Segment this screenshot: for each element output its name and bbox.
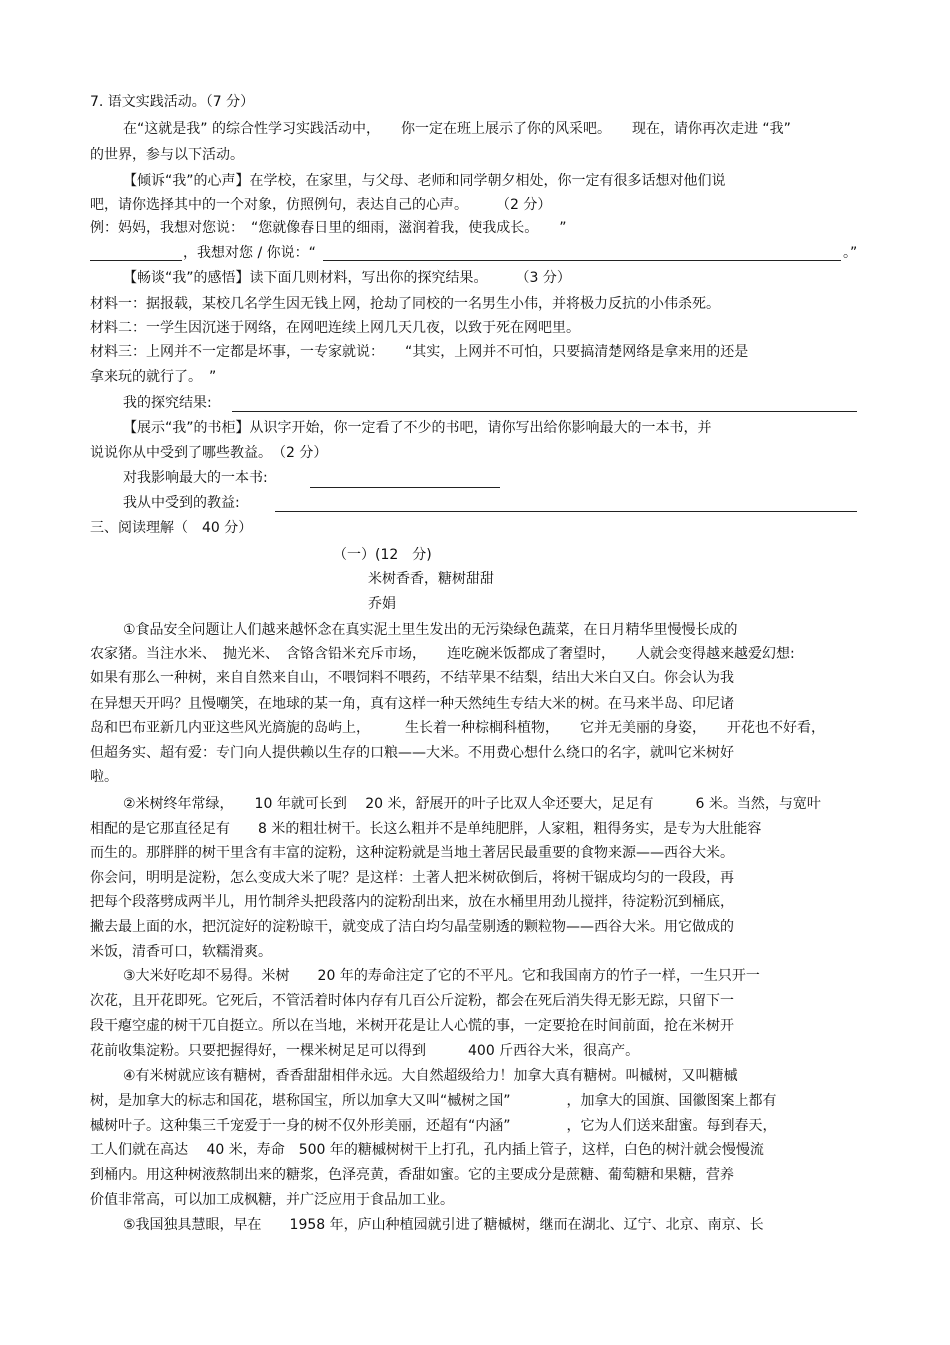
example-sentence: 例：妈妈，我想对您说： “您就像春日里的细雨，滋润着我，使我成长。 ” [90, 220, 567, 236]
passage-line: 撇去最上面的水，把沉淀好的淀粉晾干，就变成了洁白均匀晶莹剔透的颗粒物——西谷大米。用它做成的 [90, 919, 734, 935]
passage-line: ⑤我国独具慧眼，早在 1958 年，庐山种植园就引进了糖槭树，继而在湖北、辽宁、北京、南京、长 [123, 1217, 764, 1233]
passage-line: 段干瘪空虚的树干兀自挺立。所以在当地，米树开花是让人心慌的事，一定要抢在时间前面，抢在米树开 [90, 1018, 734, 1034]
passage-author: 乔娟 [368, 596, 396, 612]
passage-line: 到桶内。用这种树液熬制出来的糖浆，色泽亮黄，香甜如蜜。它的主要成分是蔗糖、葡萄糖和果糖，营养 [90, 1167, 734, 1183]
fill-in-prompt: ，我想对您 / 你说：“ [183, 245, 316, 261]
intro-line-1: 在“这就是我” 的综合性学习实践活动中， 你一定在班上展示了你的风采吧。 现在，请你再次走进 “我” [123, 121, 791, 137]
addressee-blank[interactable] [90, 260, 182, 261]
passage-line: 花前收集淀粉。只要把握得好，一棵米树足足可以得到 400 斤西谷大米，很高产。 [90, 1043, 640, 1059]
material-1: 材料一：据报载，某校几名学生因无钱上网，抢劫了同校的一名男生小伟，并将极力反抗的小伟杀死。 [90, 296, 720, 312]
passage-line: 工人们就在高达 40 米，寿命 500 年的糖槭树树干上打孔，孔内插上管子，这样，白色的树汁就会慢慢流 [90, 1142, 764, 1158]
part1-line-1: 【倾诉“我”的心声】在学校，在家里，与父母、老师和同学朝夕相处，你一定有很多话想对他们说 [123, 173, 726, 189]
book-label: 对我影响最大的一本书: [123, 470, 268, 486]
passage-line: ③大米好吃却不易得。米树 20 年的寿命注定了它的不平凡。它和我国南方的竹子一样，一生只开一 [123, 968, 760, 984]
book-blank[interactable] [310, 487, 500, 488]
benefit-blank[interactable] [275, 511, 857, 512]
part3-line-2: 说说你从中受到了哪些教益。 （2 分） [90, 445, 328, 461]
part1-line-2: 吧，请你选择其中的一个对象，仿照例句，表达自己的心声。 （2 分） [90, 197, 552, 213]
passage-line: 米饭，清香可口，软糯滑爽。 [90, 944, 272, 960]
question-7-heading: 7. 语文实践活动。（7 分） [90, 94, 255, 110]
passage-line: 你会问，明明是淀粉，怎么变成大米了呢？是这样：土著人把米树砍倒后，将树干锯成均匀的一段段，再 [90, 870, 734, 886]
part3-line-1: 【展示“我”的书柜】从识字开始，你一定看了不少的书吧，请你写出给你影响最大的一本书，并 [123, 420, 712, 436]
passage-line: 啦。 [90, 769, 118, 785]
benefit-label: 我从中受到的教益: [123, 495, 240, 511]
passage-line: 农家猪。当注水米、 抛光米、 含铬含铅米充斥市场， 连吃碗米饭都成了奢望时， 人就会变得越来越爱幻想: [90, 646, 795, 662]
intro-line-2: 的世界，参与以下活动。 [90, 147, 244, 163]
passage-line: 如果有那么一种树，来自自然来自山，不喂饲料不喂药，不结苹果不结梨，结出大米白又白。你会认为我 [90, 670, 734, 686]
passage-line: 槭树叶子。这种集三千宠爱于一身的树不仅外形美丽，还超有“内涵” ，它为人们送来甜蜜。每到春天， [90, 1118, 777, 1134]
material-3-line-2: 拿来玩的就行了。 ” [90, 369, 217, 385]
passage-line: 在异想天开吗？且慢嘲笑，在地球的某一角，真有这样一种天然纯生专结大米的树。在马来半岛、印尼诸 [90, 696, 734, 712]
passage-line: ②米树终年常绿， 10 年就可长到 20 米，舒展开的叶子比双人伞还要大，足足有 6 米。当然，与宽叶 [123, 796, 821, 812]
material-2: 材料二：一学生因沉迷于网络，在网吧连续上网几天几夜，以致于死在网吧里。 [90, 320, 580, 336]
passage-title: 米树香香，糖树甜甜 [368, 571, 494, 587]
message-blank[interactable] [323, 260, 841, 261]
passage-line: 价值非常高，可以加工成枫糖，并广泛应用于食品加工业。 [90, 1192, 454, 1208]
passage-line: 岛和巴布亚新几内亚这些风光旖旎的岛屿上， 生长着一种棕榈科植物， 它并无美丽的身姿， 开花也不好看， [90, 720, 825, 736]
passage-number: （一）(12 分) [333, 547, 432, 563]
material-3-line-1: 材料三：上网并不一定都是坏事，一专家就说： “其实，上网并不可怕，只要搞清楚网络是拿来用的还是 [90, 344, 749, 360]
passage-line: 次花，且开花即死。它死后，不管活着时体内存有几百公斤淀粉，都会在死后消失得无影无踪，只留下一 [90, 993, 734, 1009]
passage-line: ④有米树就应该有糖树，香香甜甜相伴永远。大自然超级给力！加拿大真有糖树。叫槭树，又叫糖槭 [123, 1068, 738, 1084]
result-blank[interactable] [232, 411, 857, 412]
part2-heading: 【畅谈“我”的感悟】读下面几则材料，写出你的探究结果。 （3 分） [123, 270, 571, 286]
passage-line: 相配的是它那直径足有 8 米的粗壮树干。长这么粗并不是单纯肥胖，人家粗，粗得务实，是专为大肚能容 [90, 821, 762, 837]
passage-line: 但超务实、超有爱：专门向人提供赖以生存的口粮——大米。不用费心想什么绕口的名字，就叫它米树好 [90, 745, 734, 761]
passage-line: ①食品安全问题让人们越来越怀念在真实泥土里生发出的无污染绿色蔬菜，在日月精华里慢慢长成的 [123, 622, 738, 638]
passage-line: 把每个段落劈成两半儿，用竹制斧头把段落内的淀粉刮出来，放在水桶里用劲儿搅拌，待淀粉沉到桶底， [90, 894, 734, 910]
result-label: 我的探究结果: [123, 395, 212, 411]
passage-line: 而生的。那胖胖的树干里含有丰富的淀粉，这种淀粉就是当地土著居民最重要的食物来源——西谷大米。 [90, 845, 734, 861]
fill-in-end: 。” [843, 245, 858, 261]
passage-line: 树，是加拿大的标志和国花，堪称国宝，所以加拿大又叫“槭树之国” ，加拿大的国旗、国徽图案上都有 [90, 1093, 777, 1109]
reading-heading: 三、阅读理解（ 40 分） [90, 520, 253, 536]
